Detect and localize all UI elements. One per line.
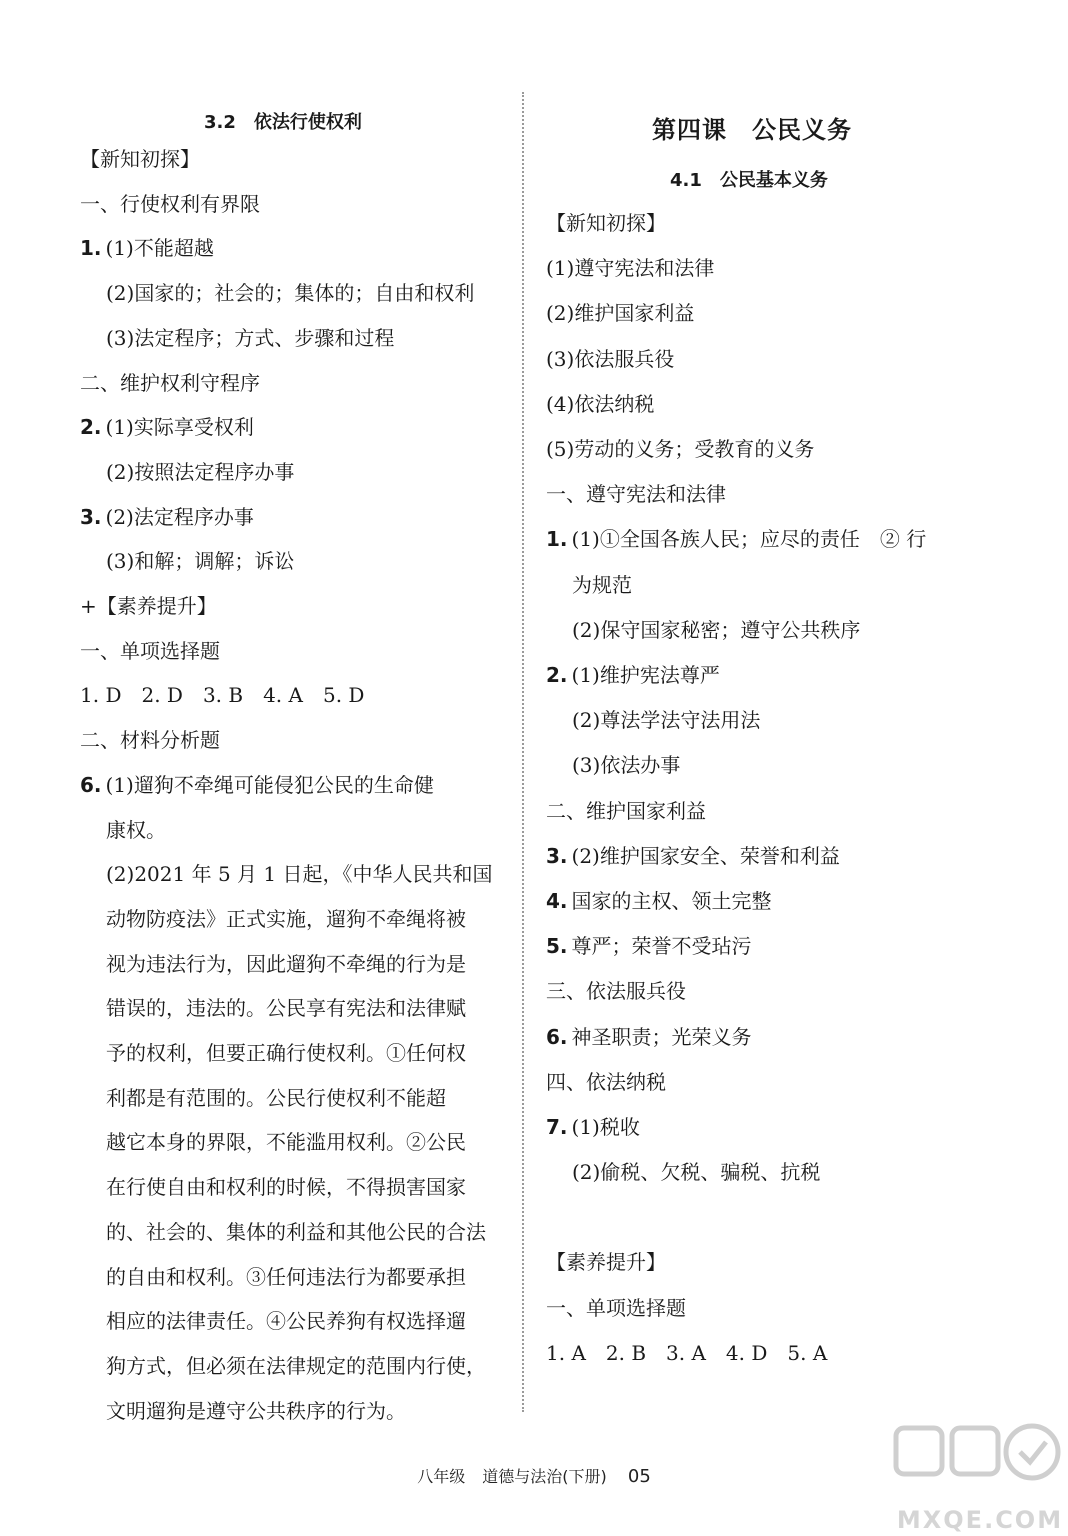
right-line-18	[546, 976, 686, 1006]
left-line-7	[80, 412, 254, 442]
line-text: (1)实际享受权利	[105, 415, 254, 440]
question-number: 1.	[546, 527, 568, 552]
question-number: 2.	[546, 663, 568, 687]
right-line-9	[572, 570, 632, 600]
line-text: (1)税收	[571, 1115, 640, 1139]
left-line-8	[106, 457, 294, 487]
right-line-10	[572, 615, 860, 645]
line-text: 狗方式，但必须在法律规定的范围内行使，	[106, 1353, 486, 1378]
line-text: (2)2021 年 5 月 1 日起，《中华人民共和国	[106, 862, 493, 887]
line-text: (3)依法办事	[572, 753, 681, 778]
footer-subject: 道德与法治(下册)	[482, 1467, 607, 1486]
line-text: 【素养提升】	[546, 1250, 666, 1275]
right-line-6	[546, 434, 814, 464]
line-text: +【素养提升】	[80, 594, 217, 618]
right-line-12	[572, 705, 760, 735]
left-line-4	[106, 278, 474, 308]
line-text: 二、维护权利守程序	[80, 370, 260, 395]
line-text: 一、单项选择题	[546, 1295, 686, 1320]
left-line-25	[106, 1217, 486, 1247]
right-line-11	[546, 660, 720, 690]
line-text: 二、材料分析题	[80, 728, 220, 753]
left-line-14	[80, 725, 220, 755]
section-title-3-2: 3.2 依法行使权利	[204, 112, 362, 133]
line-text: 动物防疫法》正式实施，遛狗不牵绳将被	[106, 906, 466, 931]
line-text: 的、社会的、集体的利益和其他公民的合法	[106, 1219, 486, 1244]
right-line-3	[546, 298, 694, 328]
left-line-10	[106, 546, 294, 576]
left-line-20	[106, 993, 466, 1023]
right-line-1	[546, 208, 666, 238]
right-line-14	[546, 796, 706, 826]
line-text: (2)法定程序办事	[105, 504, 254, 529]
line-text: 在行使自由和权利的时候，不得损害国家	[106, 1175, 466, 1200]
line-text: 相应的法律责任。④公民养狗有权选择遛	[106, 1309, 466, 1334]
right-line-21	[546, 1112, 640, 1142]
right-line-4	[546, 344, 674, 374]
watermark-icon	[892, 1420, 1068, 1510]
line-text: 一、行使权利有界限	[80, 191, 260, 216]
question-number: 1.	[80, 236, 102, 261]
line-text: 予的权利，但要正确行使权利。①任何权	[106, 1041, 466, 1065]
right-line-7	[546, 479, 726, 509]
left-line-22	[106, 1083, 446, 1113]
line-text: 1. A 2. B 3. A 4. D 5. A	[546, 1340, 828, 1365]
right-line-13	[572, 750, 680, 780]
line-text: (3)法定程序；方式、步骤和过程	[106, 325, 395, 350]
right-line-8	[546, 524, 926, 554]
line-text: (3)和解；调解；诉讼	[106, 549, 295, 574]
left-line-3	[80, 233, 214, 263]
right-line-24	[546, 1293, 686, 1323]
right-line-22	[572, 1157, 820, 1187]
line-text: (2)尊法学法守法用法	[572, 708, 761, 733]
footer-grade: 八年级	[417, 1467, 466, 1486]
left-line-19	[106, 949, 466, 979]
line-text: 【新知初探】	[80, 147, 200, 171]
line-text: 视为违法行为，因此遛狗不牵绳的行为是	[106, 951, 466, 976]
line-text: 四、依法纳税	[546, 1069, 666, 1094]
left-line-13	[80, 680, 364, 710]
left-line-18	[106, 904, 466, 934]
line-text: 越它本身的界限，不能滥用权利。②公民	[106, 1130, 466, 1155]
question-number: 6.	[80, 772, 102, 797]
question-number: 7.	[546, 1115, 568, 1139]
line-text: (4)依法纳税	[546, 391, 655, 416]
line-text: 一、单项选择题	[80, 638, 220, 663]
line-text: 为规范	[572, 572, 632, 597]
line-text: 【新知初探】	[546, 211, 666, 235]
left-line-24	[106, 1172, 466, 1202]
left-line-12	[80, 636, 220, 666]
question-number: 4.	[546, 889, 568, 913]
line-text: (2)按照法定程序办事	[106, 459, 295, 484]
left-line-29	[106, 1396, 406, 1426]
left-line-26	[106, 1262, 466, 1292]
line-text: (1)不能超越	[105, 236, 214, 261]
line-text: 1. D 2. D 3. B 4. A 5. D	[80, 683, 365, 708]
line-text: 二、维护国家利益	[546, 798, 706, 823]
left-line-5	[106, 323, 394, 353]
line-text: 尊严；荣誉不受玷污	[571, 934, 752, 959]
line-text: (5)劳动的义务；受教育的义务	[546, 437, 815, 461]
left-line-9	[80, 502, 254, 532]
line-text: 三、依法服兵役	[546, 979, 686, 1004]
right-line-19	[546, 1022, 752, 1052]
line-text: (1)①全国各族人民；应尽的责任 ② 行	[571, 527, 927, 552]
left-line-23	[106, 1127, 466, 1157]
line-text: (2)保守国家秘密；遵守公共秩序	[572, 617, 861, 642]
left-line-21	[106, 1038, 466, 1068]
question-number: 2.	[80, 415, 102, 440]
question-number: 3.	[546, 843, 568, 868]
right-line-23	[546, 1247, 666, 1277]
line-text: (2)偷税、欠税、骗税、抗税	[572, 1160, 821, 1185]
left-line-11	[80, 591, 217, 621]
line-text: (1)遛狗不牵绳可能侵犯公民的生命健	[105, 772, 434, 797]
left-line-17	[106, 859, 492, 889]
right-line-5	[546, 389, 654, 419]
left-line-15	[80, 770, 434, 800]
line-text: (3)依法服兵役	[546, 346, 675, 371]
left-line-16	[106, 815, 166, 845]
left-line-2	[80, 189, 260, 219]
right-line-25	[546, 1338, 827, 1368]
left-line-1	[80, 144, 200, 174]
left-line-28	[106, 1351, 486, 1381]
page-number: 05	[627, 1466, 651, 1487]
right-line-16	[546, 886, 772, 916]
right-line-2	[546, 253, 714, 283]
question-number: 6.	[546, 1024, 568, 1049]
watermark-logo	[892, 1420, 1068, 1536]
question-number: 5.	[546, 934, 568, 959]
line-text: (1)遵守宪法和法律	[546, 256, 715, 281]
line-text: (2)维护国家利益	[546, 301, 695, 326]
line-text: 康权。	[106, 817, 166, 842]
line-text: 国家的主权、领土完整	[571, 889, 772, 913]
watermark-text: MXQE.COM	[896, 1506, 1064, 1534]
right-line-17	[546, 931, 752, 961]
right-line-15	[546, 841, 840, 871]
line-text: (2)维护国家安全、荣誉和利益	[571, 843, 840, 868]
line-text: 利都是有范围的。公民行使权利不能超	[106, 1085, 446, 1110]
left-line-6	[80, 368, 260, 398]
line-text: (1)维护宪法尊严	[571, 663, 720, 687]
line-text: 文明遛狗是遵守公共秩序的行为。	[106, 1398, 406, 1423]
lesson-title: 第四课 公民义务	[652, 116, 852, 144]
column-divider	[522, 92, 524, 1412]
left-line-27	[106, 1306, 466, 1336]
line-text: 一、遵守宪法和法律	[546, 482, 726, 507]
question-number: 3.	[80, 504, 102, 529]
line-text: 神圣职责；光荣义务	[571, 1024, 752, 1049]
line-text: 的自由和权利。③任何违法行为都要承担	[106, 1264, 466, 1289]
right-line-20	[546, 1067, 666, 1097]
line-text: (2)国家的；社会的；集体的；自由和权利	[106, 281, 475, 306]
section-title-4-1: 4.1 公民基本义务	[670, 170, 828, 191]
line-text: 错误的，违法的。公民享有宪法和法律赋	[106, 996, 466, 1021]
